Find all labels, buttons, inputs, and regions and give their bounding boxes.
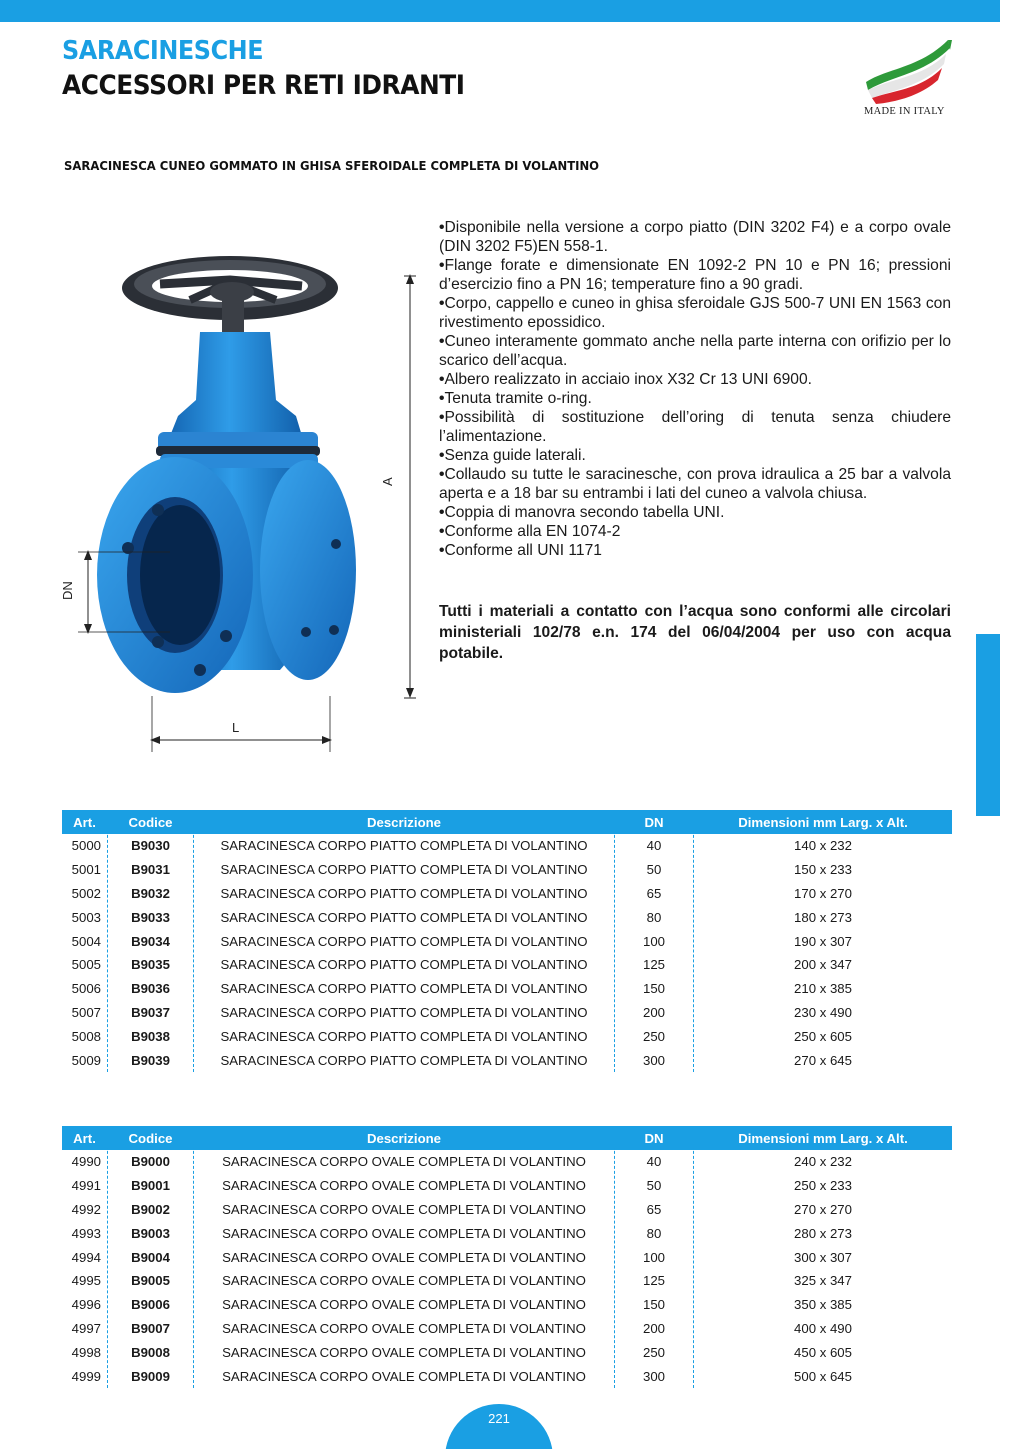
cell-dn: 100	[642, 1249, 665, 1265]
cell-dn: 125	[642, 1273, 665, 1289]
table-row	[62, 929, 952, 953]
cell-art: 5004	[71, 933, 101, 949]
cell-codice: B9005	[131, 1273, 170, 1289]
cell-codice: B9008	[131, 1344, 170, 1360]
cell-dimensioni: 325 x 347	[794, 1273, 852, 1289]
cell-dn: 150	[642, 1297, 665, 1313]
table-header-row	[62, 810, 952, 834]
feature-list	[439, 218, 951, 560]
cell-dn: 200	[642, 1320, 665, 1336]
cell-descrizione: SARACINESCA CORPO OVALE COMPLETA DI VOLANTINO	[222, 1273, 586, 1289]
table-row	[62, 1364, 952, 1388]
cell-codice: B9034	[131, 933, 170, 949]
table-row	[62, 953, 952, 977]
cell-descrizione: SARACINESCA CORPO PIATTO COMPLETA DI VOLANTINO	[220, 933, 588, 949]
cell-dn: 150	[642, 981, 665, 997]
feature-item: • Conforme all UNI 1171	[439, 541, 951, 560]
cell-codice: B9035	[131, 957, 170, 973]
cell-descrizione: SARACINESCA CORPO PIATTO COMPLETA DI VOLANTINO	[220, 1004, 588, 1020]
table-row	[62, 1198, 952, 1222]
table-row	[62, 1293, 952, 1317]
cell-art: 5006	[71, 981, 101, 997]
cell-dn: 50	[646, 862, 662, 878]
page-number: 221	[445, 1404, 553, 1449]
cell-dimensioni: 140 x 232	[794, 838, 852, 854]
cell-dn: 300	[642, 1368, 665, 1384]
feature-item: • Conforme alla EN 1074-2	[439, 522, 951, 541]
cell-dimensioni: 180 x 273	[794, 909, 852, 925]
cell-dn: 65	[646, 1201, 662, 1217]
cell-dn: 125	[642, 957, 665, 973]
cell-art: 5001	[71, 862, 101, 878]
feature-item: • Disponibile nella versione a corpo piatto (DIN 3202 F4) e a corpo ovale (DIN 3202 F5)EN 558-1.	[439, 218, 951, 256]
cell-dn: 80	[646, 909, 662, 925]
header-dimensioni: Dimensioni mm Larg. x Alt.	[738, 1130, 908, 1146]
cell-dn: 100	[642, 933, 665, 949]
cell-dimensioni: 210 x 385	[794, 981, 852, 997]
column-divider	[193, 1126, 194, 1388]
cell-dimensioni: 170 x 270	[794, 885, 852, 901]
table-row	[62, 1245, 952, 1269]
cell-art: 4992	[71, 1201, 101, 1217]
cell-codice: B9036	[131, 981, 170, 997]
cell-art: 4994	[71, 1249, 101, 1265]
gate-valve-image	[40, 240, 440, 770]
cell-codice: B9009	[131, 1368, 170, 1384]
table-row	[62, 977, 952, 1001]
cell-dimensioni: 230 x 490	[794, 1004, 852, 1020]
column-divider	[693, 810, 694, 1072]
table-row	[62, 858, 952, 882]
feature-item: • Tenuta tramite o-ring.	[439, 389, 951, 408]
header-codice: Codice	[128, 814, 173, 830]
cell-dimensioni: 500 x 645	[794, 1368, 852, 1384]
side-accent-tab	[976, 634, 1000, 816]
cell-dn: 300	[642, 1052, 665, 1068]
cell-codice: B9030	[131, 838, 170, 854]
feature-item: • Coppia di manovra secondo tabella UNI.	[439, 503, 951, 522]
cell-art: 4998	[71, 1344, 101, 1360]
cell-dimensioni: 280 x 273	[794, 1225, 852, 1241]
feature-item: • Cuneo interamente gommato anche nella parte interna con orifizio per lo scarico dell’acqua.	[439, 332, 951, 370]
table-row	[62, 1269, 952, 1293]
column-divider	[107, 1126, 108, 1388]
cell-dn: 40	[646, 1154, 662, 1170]
cell-descrizione: SARACINESCA CORPO OVALE COMPLETA DI VOLANTINO	[222, 1368, 586, 1384]
feature-item: • Corpo, cappello e cuneo in ghisa sferoidale GJS 500-7 UNI EN 1563 con rivestimento epossidico.	[439, 294, 951, 332]
column-divider	[693, 1126, 694, 1388]
feature-item: • Flange forate e dimensionate EN 1092-2 PN 10 e PN 16; pressioni d’esercizio fino a PN 16; temperature fino a 90 gradi.	[439, 256, 951, 294]
table-row	[62, 882, 952, 906]
header-descrizione: Descrizione	[366, 1130, 442, 1146]
cell-codice: B9000	[131, 1154, 170, 1170]
cell-dn: 250	[642, 1344, 665, 1360]
cell-codice: B9007	[131, 1320, 170, 1336]
cell-descrizione: SARACINESCA CORPO PIATTO COMPLETA DI VOLANTINO	[220, 957, 588, 973]
cell-dimensioni: 200 x 347	[794, 957, 852, 973]
cell-descrizione: SARACINESCA CORPO PIATTO COMPLETA DI VOLANTINO	[220, 885, 588, 901]
header-dimensioni: Dimensioni mm Larg. x Alt.	[738, 814, 908, 830]
cell-art: 4996	[71, 1297, 101, 1313]
cell-art: 4990	[71, 1154, 101, 1170]
cell-codice: B9033	[131, 909, 170, 925]
header-dn: DN	[644, 1130, 664, 1146]
cell-descrizione: SARACINESCA CORPO OVALE COMPLETA DI VOLANTINO	[222, 1297, 586, 1313]
valve-technical-drawing	[40, 240, 440, 770]
header-art: Art.	[73, 814, 96, 830]
page-title: SARACINESCHE	[62, 36, 264, 66]
cell-descrizione: SARACINESCA CORPO OVALE COMPLETA DI VOLANTINO	[222, 1249, 586, 1265]
cell-descrizione: SARACINESCA CORPO OVALE COMPLETA DI VOLANTINO	[222, 1344, 586, 1360]
table-row	[62, 1317, 952, 1341]
table-row	[62, 1221, 952, 1245]
cell-dn: 65	[646, 885, 662, 901]
table-row	[62, 1001, 952, 1025]
cell-codice: B9002	[131, 1201, 170, 1217]
header-codice: Codice	[128, 1130, 173, 1146]
cell-dn: 200	[642, 1004, 665, 1020]
cell-art: 4993	[71, 1225, 101, 1241]
cell-descrizione: SARACINESCA CORPO PIATTO COMPLETA DI VOLANTINO	[220, 981, 588, 997]
cell-dimensioni: 250 x 233	[794, 1178, 852, 1194]
compliance-note: Tutti i materiali a contatto con l’acqua sono conformi alle circolari ministeriali 102/78 e.n. 174 del 06/04/2004 per uso con acqua potabile.	[439, 603, 951, 662]
cell-dimensioni: 150 x 233	[794, 862, 852, 878]
dimension-label-a: A	[380, 477, 395, 486]
feature-item: • Collaudo su tutte le saracinesche, con prova idraulica a 25 bar a valvola aperta e a 18 bar su entrambi i lati del cuneo a valvola chiusa.	[439, 465, 951, 503]
cell-descrizione: SARACINESCA CORPO PIATTO COMPLETA DI VOLANTINO	[220, 1052, 588, 1068]
flat-body-valve-table	[62, 810, 952, 1072]
cell-descrizione: SARACINESCA CORPO PIATTO COMPLETA DI VOLANTINO	[220, 909, 588, 925]
cell-codice: B9003	[131, 1225, 170, 1241]
feature-item: • Albero realizzato in acciaio inox X32 Cr 13 UNI 6900.	[439, 370, 951, 389]
table-row	[62, 1048, 952, 1072]
cell-dimensioni: 300 x 307	[794, 1249, 852, 1265]
cell-dimensioni: 400 x 490	[794, 1320, 852, 1336]
table-row	[62, 1174, 952, 1198]
table-row	[62, 1340, 952, 1364]
table-row	[62, 1150, 952, 1174]
cell-dimensioni: 270 x 270	[794, 1201, 852, 1217]
header-dn: DN	[644, 814, 664, 830]
cell-art: 4995	[71, 1273, 101, 1289]
column-divider	[614, 1126, 615, 1388]
cell-dimensioni: 270 x 645	[794, 1052, 852, 1068]
cell-art: 4999	[71, 1368, 101, 1384]
cell-codice: B9038	[131, 1028, 170, 1044]
cell-dn: 80	[646, 1225, 662, 1241]
table-header-row	[62, 1126, 952, 1150]
made-in-italy-text: MADE IN ITALY	[864, 106, 945, 117]
cell-codice: B9039	[131, 1052, 170, 1068]
header-descrizione: Descrizione	[366, 814, 442, 830]
cell-descrizione: SARACINESCA CORPO OVALE COMPLETA DI VOLANTINO	[222, 1178, 586, 1194]
table-row	[62, 905, 952, 929]
cell-descrizione: SARACINESCA CORPO OVALE COMPLETA DI VOLANTINO	[222, 1320, 586, 1336]
feature-item: • Possibilità di sostituzione dell’oring di tenuta senza chiudere l’alimentazione.	[439, 408, 951, 446]
cell-art: 4991	[71, 1178, 101, 1194]
cell-art: 5000	[71, 838, 101, 854]
cell-dimensioni: 240 x 232	[794, 1154, 852, 1170]
cell-art: 4997	[71, 1320, 101, 1336]
cell-art: 5007	[71, 1004, 101, 1020]
product-heading: SARACINESCA CUNEO GOMMATO IN GHISA SFEROIDALE COMPLETA DI VOLANTINO	[64, 158, 600, 173]
cell-dn: 50	[646, 1178, 662, 1194]
column-divider	[193, 810, 194, 1072]
cell-art: 5008	[71, 1028, 101, 1044]
column-divider	[107, 810, 108, 1072]
cell-codice: B9031	[131, 862, 170, 878]
header-art: Art.	[73, 1130, 96, 1146]
table-row	[62, 834, 952, 858]
cell-dimensioni: 250 x 605	[794, 1028, 852, 1044]
cell-codice: B9032	[131, 885, 170, 901]
column-divider	[614, 810, 615, 1072]
cell-art: 5002	[71, 885, 101, 901]
cell-descrizione: SARACINESCA CORPO PIATTO COMPLETA DI VOLANTINO	[220, 1028, 588, 1044]
cell-codice: B9006	[131, 1297, 170, 1313]
cell-codice: B9004	[131, 1249, 170, 1265]
cell-dimensioni: 350 x 385	[794, 1297, 852, 1313]
cell-art: 5009	[71, 1052, 101, 1068]
cell-descrizione: SARACINESCA CORPO PIATTO COMPLETA DI VOLANTINO	[220, 862, 588, 878]
cell-codice: B9001	[131, 1178, 170, 1194]
italian-flag-swoosh-icon	[862, 38, 954, 108]
cell-dimensioni: 190 x 307	[794, 933, 852, 949]
dimension-label-l: L	[232, 720, 240, 735]
table-row	[62, 1024, 952, 1048]
oval-body-valve-table	[62, 1126, 952, 1388]
cell-codice: B9037	[131, 1004, 170, 1020]
cell-dn: 40	[646, 838, 662, 854]
cell-descrizione: SARACINESCA CORPO OVALE COMPLETA DI VOLANTINO	[222, 1154, 586, 1170]
page-subtitle: ACCESSORI PER RETI IDRANTI	[62, 70, 465, 101]
cell-descrizione: SARACINESCA CORPO OVALE COMPLETA DI VOLANTINO	[222, 1225, 586, 1241]
feature-item: • Senza guide laterali.	[439, 446, 951, 465]
cell-dimensioni: 450 x 605	[794, 1344, 852, 1360]
cell-descrizione: SARACINESCA CORPO PIATTO COMPLETA DI VOLANTINO	[220, 838, 588, 854]
top-accent-bar	[0, 0, 1000, 22]
cell-dn: 250	[642, 1028, 665, 1044]
cell-art: 5003	[71, 909, 101, 925]
cell-descrizione: SARACINESCA CORPO OVALE COMPLETA DI VOLANTINO	[222, 1201, 586, 1217]
cell-art: 5005	[71, 957, 101, 973]
dimension-label-dn: DN	[60, 581, 75, 600]
